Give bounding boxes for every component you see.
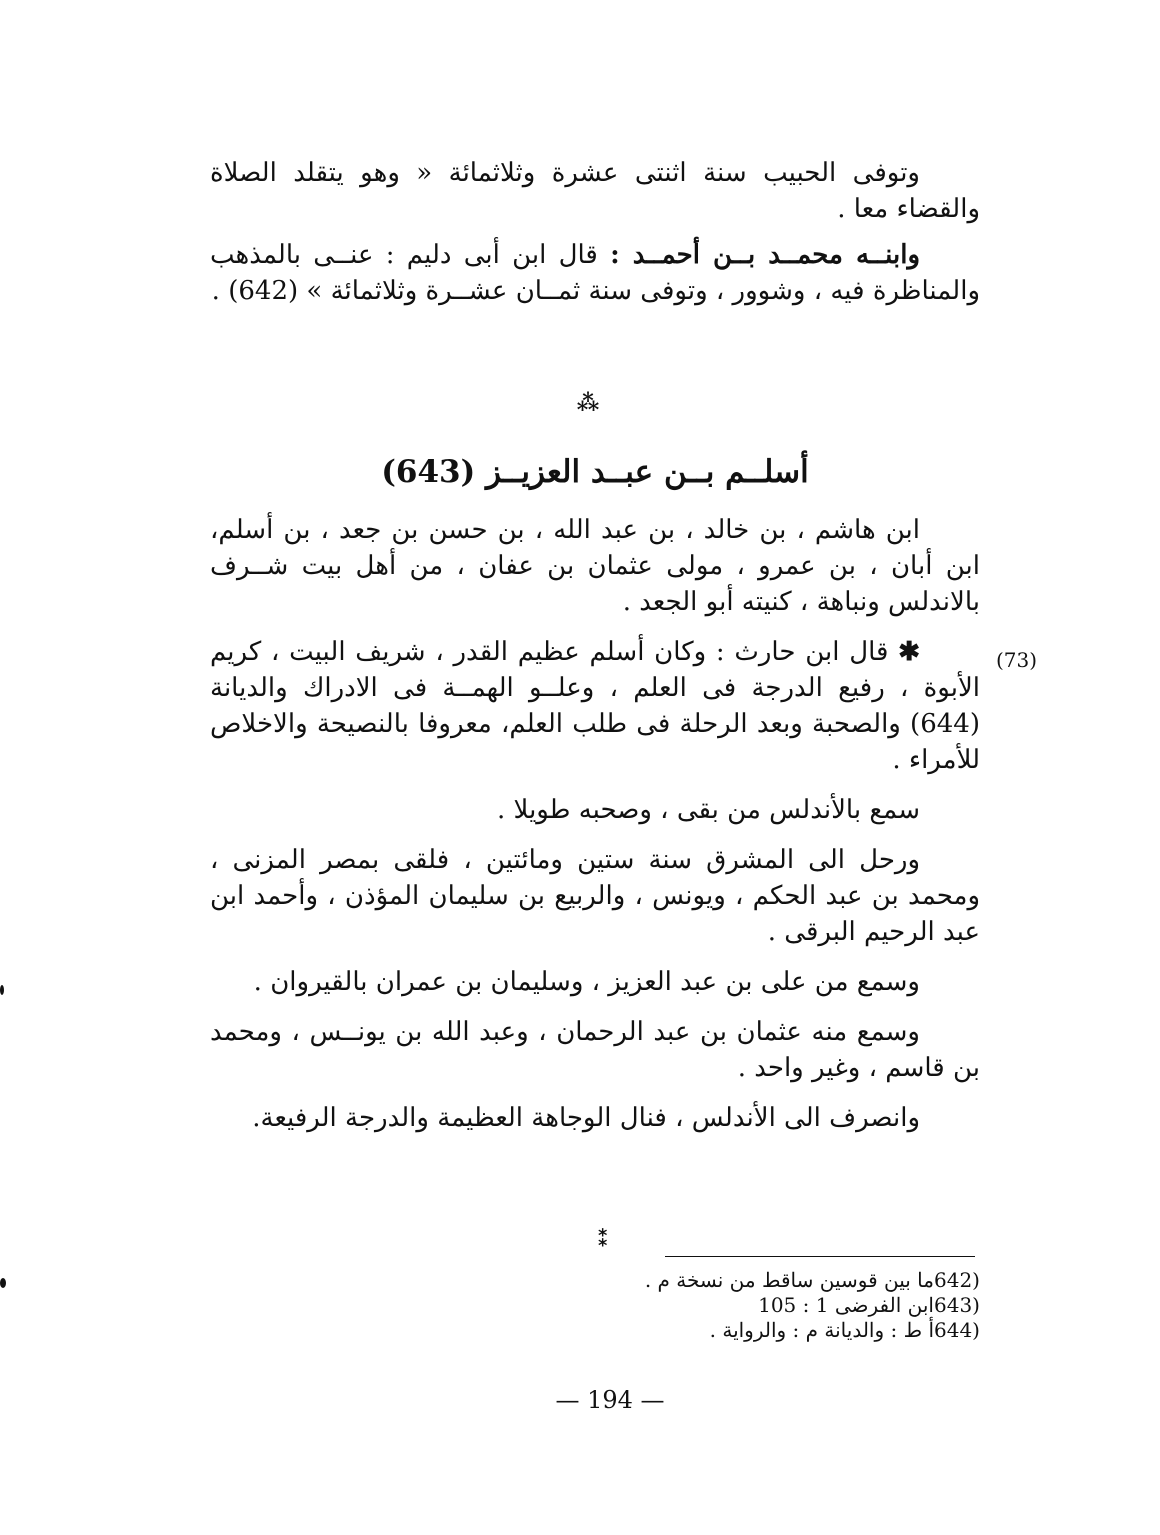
footnote-item <box>520 1268 978 1293</box>
paragraph-heard-by: وسمع منه عثمان بن عبد الرحمان ، وعبد الله بن يونــس ، ومحمد بن قاسم ، وغير واحد . <box>210 1017 980 1083</box>
scan-speck <box>0 985 4 995</box>
footnotes <box>520 1268 978 1343</box>
paragraph-travel-east: ورحل الى المشرق سنة ستين ومائتين ، فلقى بمصر المزنى ، ومحمد بن عبد الحكم ، ويونس ، والربيع بن سليمان المؤذن ، وأحمد ابن عبد الرحيم البرقى . <box>210 845 980 947</box>
paragraph-heard-from: وسمع من على بن عبد العزيز ، وسليمان بن عمران بالقيروان . <box>253 967 920 997</box>
paragraph-heard-in-andalus: سمع بالأندلس من بقى ، وصحبه طويلا . <box>497 795 920 825</box>
entry-heading-muhammad-bin-ahmad: وابنــه محمــد بــن أحمــد : <box>610 240 920 270</box>
footnote-item <box>520 1318 978 1343</box>
paragraph-return: وانصرف الى الأندلس ، فنال الوجاهة العظيمة والدرجة الرفيعة. <box>252 1103 920 1133</box>
page-number: — 194 — <box>555 1386 665 1414</box>
footnote-number: 644) <box>934 1318 980 1342</box>
paragraph-muhammad-bin-ahmad <box>210 237 980 309</box>
section-body <box>210 512 980 1136</box>
paragraph-muhammad-bin-ahmad-text: قال ابن أبى دليم : عنــى بالمذهب والمناظرة فيه ، وشوور ، وتوفى سنة ثمــان عشــرة وثلاثمائة » (642) . <box>210 240 980 306</box>
paragraph-ibn-harith-text: قال ابن حارث : وكان أسلم عظيم القدر ، شريف البيت ، كريم الأبوة ، رفيع الدرجة فى العلم ، وعلــو الهمــة فى الادراك والديانة (644) والصحبة وبعد الرحلة فى طلب العلم، معروفا بالنصيحة والاخلاص للأمراء . <box>210 637 981 775</box>
footnote-text: أ ط : والديانة م : والرواية . <box>709 1318 934 1342</box>
paragraph-habib-death: وتوفى الحبيب سنة اثنتى عشرة وثلاثمائة « وهو يتقلد الصلاة والقضاء معا . <box>210 158 980 224</box>
footnote-number: 643) <box>934 1293 980 1317</box>
footnote-number: 642) <box>934 1268 980 1292</box>
footnote-item <box>520 1293 978 1318</box>
footnote-text: ما بين قوسين ساقط من نسخة م . <box>644 1268 934 1292</box>
star-marker-icon: ✱ <box>898 637 920 667</box>
footnote-divider <box>665 1256 975 1257</box>
footnote-text: ابن الفرضى 1 : 105 <box>758 1293 934 1317</box>
section-title: أسلــم بــن عبــد العزيــز (643) <box>381 454 809 490</box>
paragraph-ibn-harith <box>210 634 980 778</box>
top-text-block <box>210 155 980 309</box>
scan-speck <box>0 1278 6 1288</box>
section-ornament: ⁂ <box>576 390 600 416</box>
footnote-ornament: ⁑ <box>597 1226 609 1252</box>
paragraph-lineage: ابن هاشم ، بن خالد ، بن عبد الله ، بن حسن بن جعد ، بن أسلم، ابن أبان ، بن عمرو ، مولى عثمان بن عفان ، من أهل بيت شــرف بالاندلس ونباهة ، كنيته أبو الجعد . <box>210 515 980 617</box>
margin-page-reference: (73) <box>996 648 1038 672</box>
